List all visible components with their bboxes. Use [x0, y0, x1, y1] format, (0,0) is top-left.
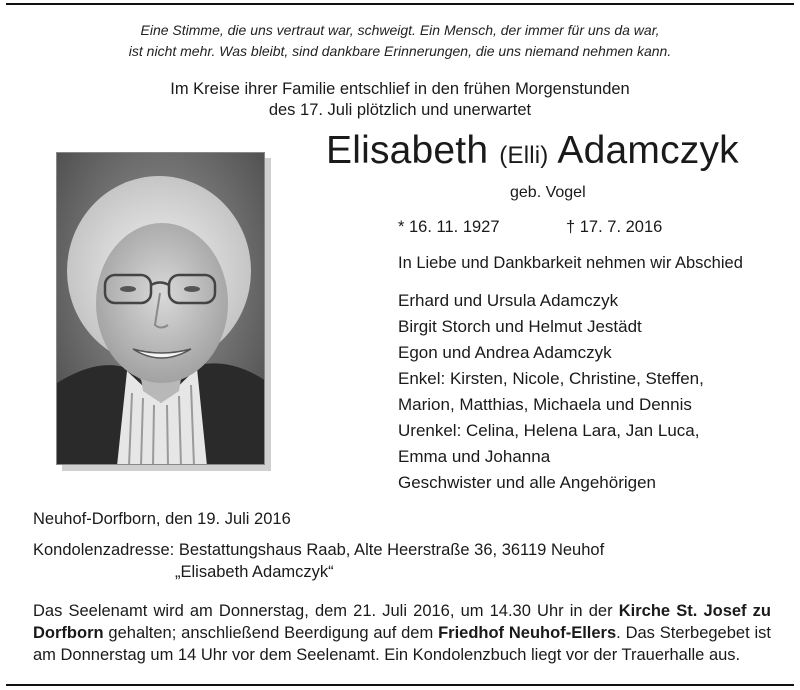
deceased-name — [326, 126, 739, 181]
birth-date: * 16. 11. 1927 — [398, 218, 500, 236]
motto — [0, 20, 800, 62]
farewell-line: In Liebe und Dankbarkeit nehmen wir Abschied — [398, 254, 743, 272]
maiden-name: geb. Vogel — [510, 184, 586, 201]
portrait-illustration — [57, 153, 265, 465]
condolence-address: Kondolenzadresse: Bestattungshaus Raab, Alte Heerstraße 36, 36119 Neuhof — [33, 541, 605, 559]
motto-line: ist nicht mehr. Was bleibt, sind dankbare Erinnerungen, die uns niemand nehmen kann. — [128, 43, 672, 59]
cemetery-name: Friedhof Neuhof-Ellers — [438, 624, 617, 642]
church-name: Kirche St. Josef zu Dorfborn — [33, 602, 772, 642]
notice-text: Das Seelenamt wird am Donnerstag, dem 21. Juli 2016, um 14.30 Uhr in der — [33, 602, 619, 620]
portrait-photo — [56, 152, 265, 465]
top-rule — [6, 3, 794, 5]
mourner-line: Marion, Matthias, Michaela und Dennis — [398, 395, 692, 414]
condolence-reference: „Elisabeth Adamczyk“ — [175, 563, 334, 581]
mourner-line: Geschwister und alle Angehörigen — [398, 473, 656, 492]
death-date: † 17. 7. 2016 — [566, 218, 663, 236]
intro-text — [0, 79, 800, 121]
intro-line: Im Kreise ihrer Familie entschlief in den frühen Morgenstunden — [170, 80, 630, 98]
notice-text: . Das Sterbegebet ist am Donnerstag um 14 Uhr vor dem Seelenamt. Ein Kondolenzbuch liegt vor der Trauerhalle aus. — [33, 624, 771, 664]
last-name: Adamczyk — [557, 129, 739, 172]
bottom-rule — [6, 684, 794, 686]
mourner-line: Erhard und Ursula Adamczyk — [398, 291, 619, 310]
notice-text: gehalten; anschließend Beerdigung auf dem — [103, 624, 439, 642]
funeral-notice — [33, 600, 771, 666]
place-and-date: Neuhof-Dorfborn, den 19. Juli 2016 — [33, 510, 291, 528]
nickname: (Elli) — [499, 142, 549, 169]
mourner-line: Egon und Andrea Adamczyk — [398, 343, 612, 362]
intro-line: des 17. Juli plötzlich und unerwartet — [268, 101, 532, 119]
mourner-line: Birgit Storch und Helmut Jestädt — [398, 317, 642, 336]
mourners-list — [398, 288, 704, 496]
mourner-line: Enkel: Kirsten, Nicole, Christine, Steffen, — [398, 369, 704, 388]
motto-line: Eine Stimme, die uns vertraut war, schweigt. Ein Mensch, der immer für uns da war, — [140, 22, 660, 38]
first-name: Elisabeth — [326, 129, 489, 172]
mourner-line: Urenkel: Celina, Helena Lara, Jan Luca, — [398, 421, 700, 440]
mourner-line: Emma und Johanna — [398, 447, 551, 466]
